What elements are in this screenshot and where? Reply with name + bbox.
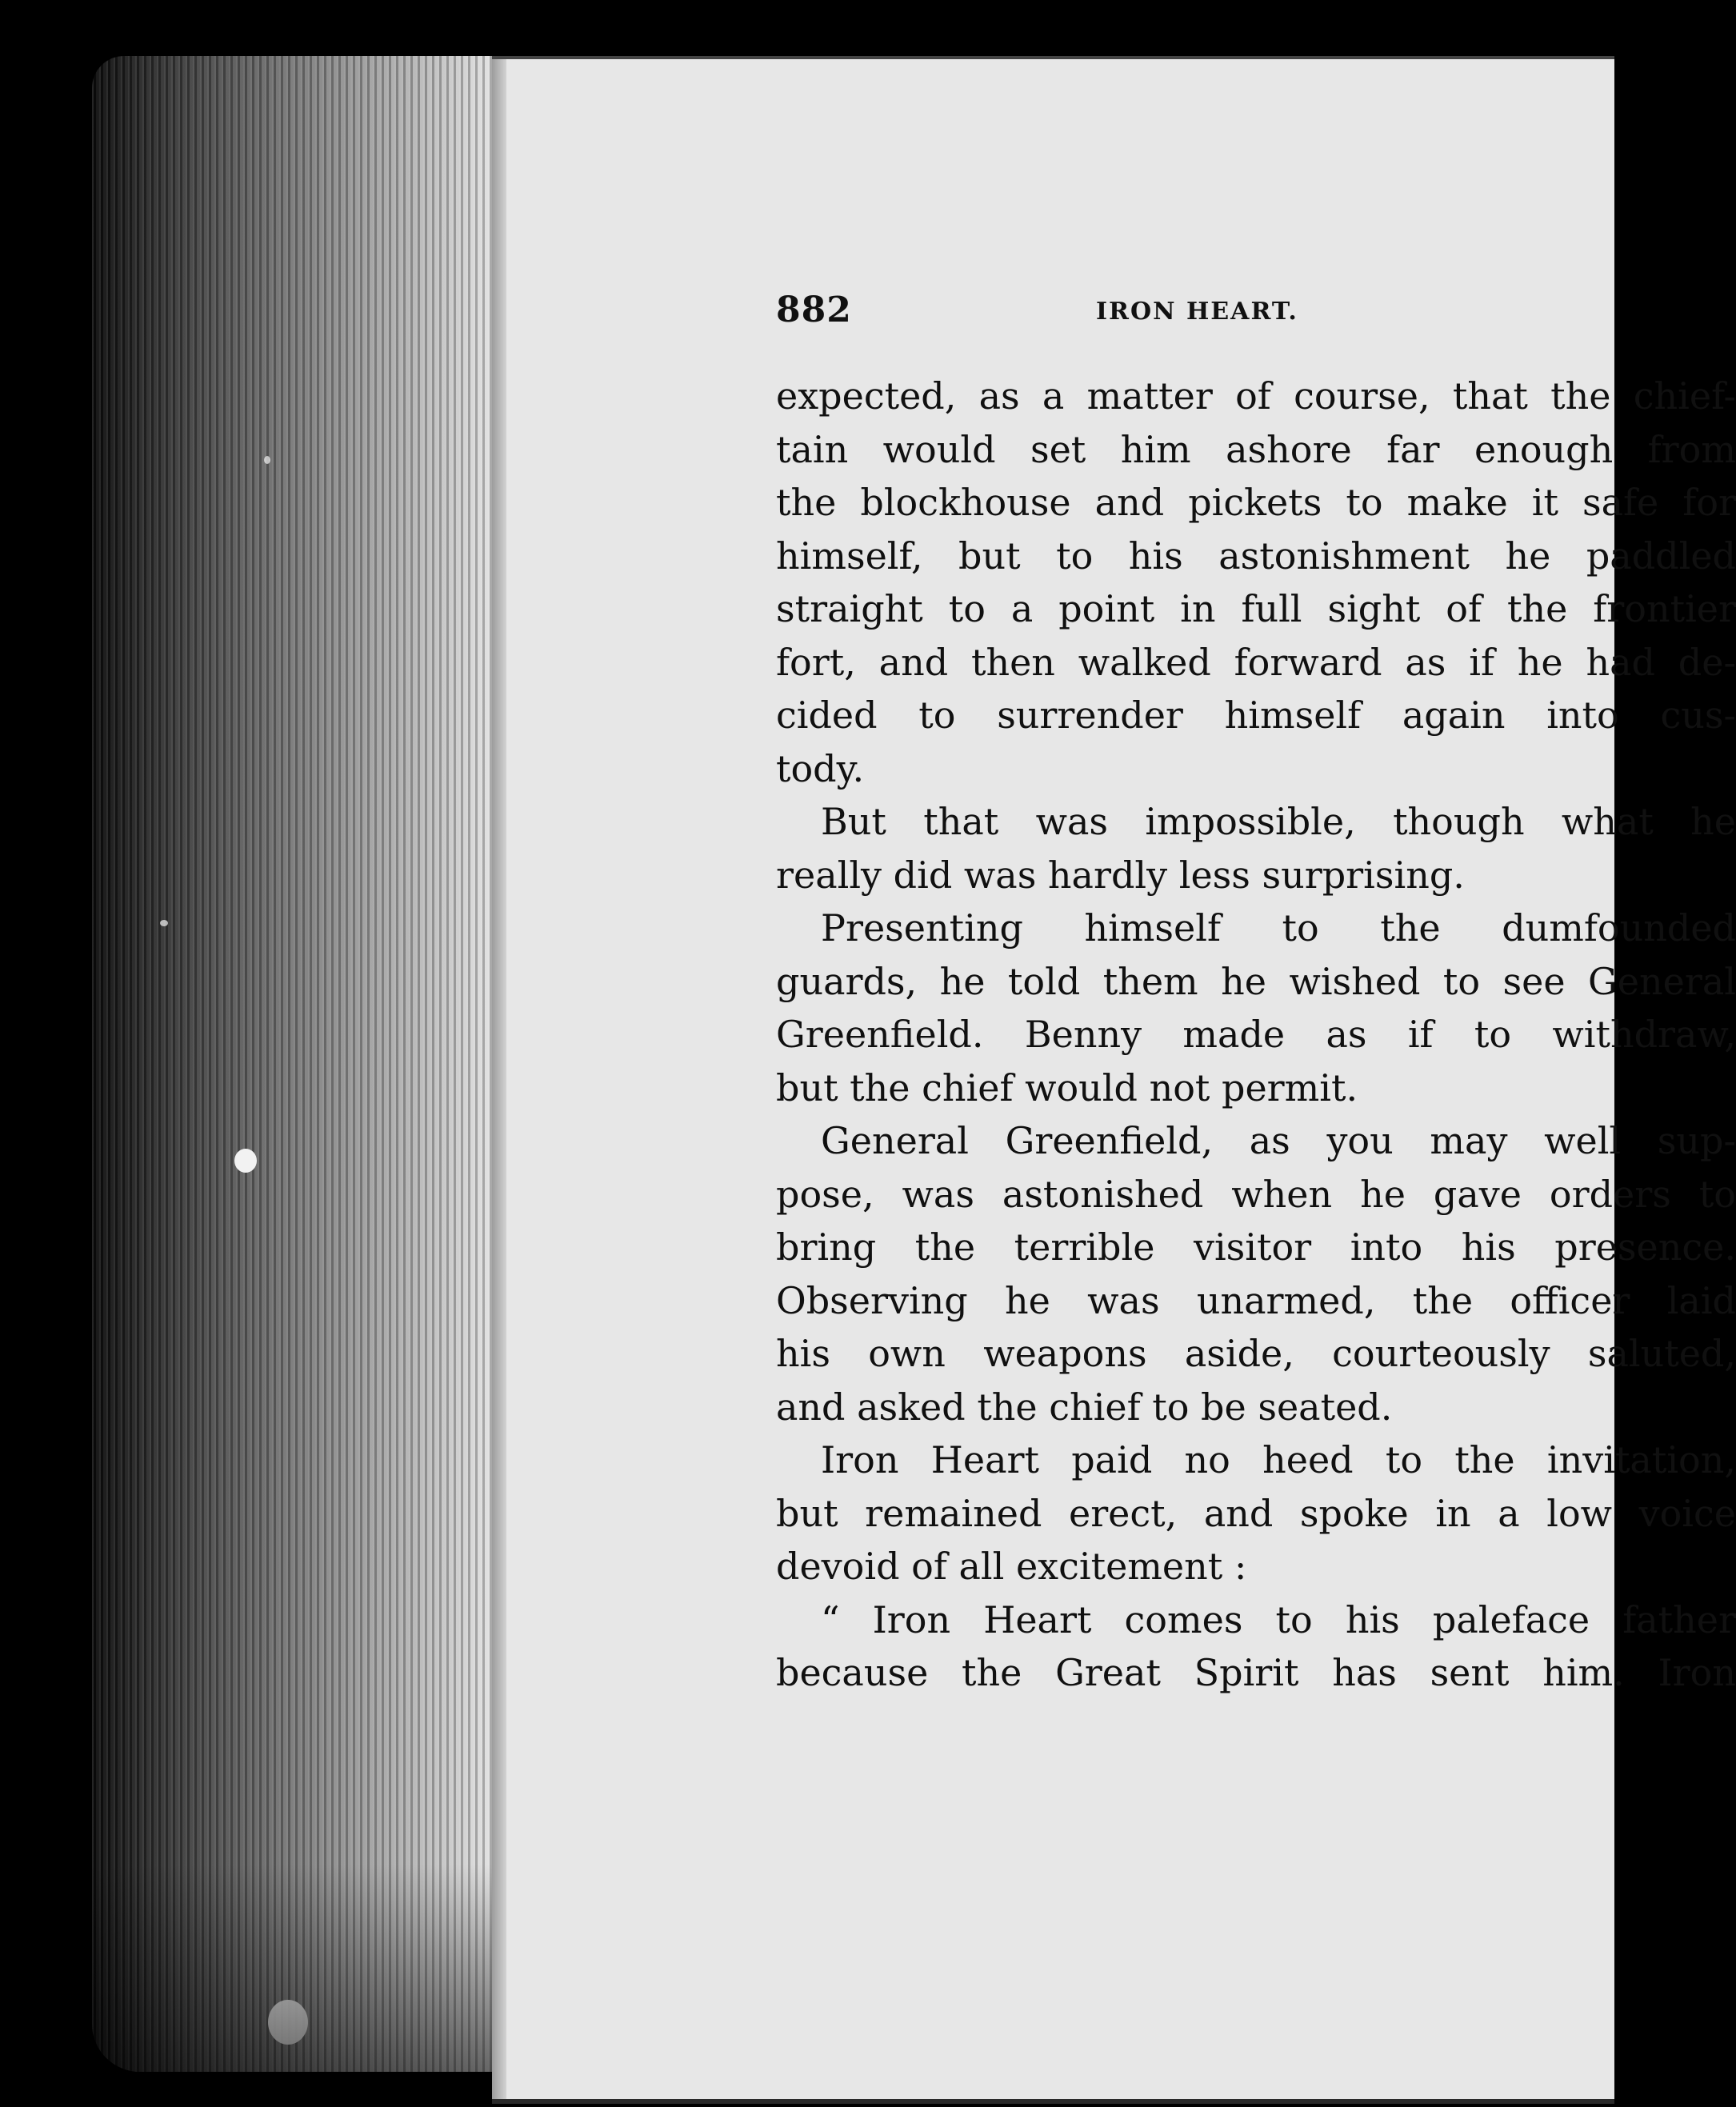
book-page (492, 56, 1736, 2104)
text-line: and asked the chief to be seated. (776, 1385, 1393, 1429)
body-text (776, 370, 1736, 1700)
page-top-edge (492, 56, 1614, 59)
text-line: the blockhouse and pickets to make it safe for (776, 481, 1736, 524)
running-head (776, 290, 1656, 354)
text-line: Presenting himself to the dumfounded (821, 906, 1736, 950)
text-line: Observing he was unarmed, the officer laid (776, 1278, 1736, 1322)
text-line: Iron Heart paid no heed to the invitation, (821, 1438, 1736, 1481)
text-line: fort, and then walked forward as if he had de- (776, 640, 1736, 684)
text-line: bring the terrible visitor into his presence. (776, 1225, 1736, 1269)
text-line: straight to a point in full sight of the frontier (776, 587, 1736, 630)
page-edge-speck (264, 456, 270, 464)
text-line: because the Great Spirit has sent him. Iron (776, 1651, 1736, 1694)
page-edge-speck (234, 1149, 257, 1173)
gutter-shadow (492, 56, 506, 2104)
text-line: cided to surrender himself again into cus- (776, 694, 1736, 737)
page-number: 882 (776, 290, 852, 330)
page-bottom-edge (492, 2099, 1614, 2104)
text-line: devoid of all excitement : (776, 1545, 1247, 1588)
page-edge-speck (268, 2000, 308, 2045)
text-line: tain would set him ashore far enough from (776, 427, 1736, 471)
text-line: tody. (776, 746, 865, 790)
text-line: guards, he told them he wished to see General (776, 959, 1736, 1003)
text-line: pose, was astonished when he gave orders to (776, 1172, 1736, 1216)
text-line: Greenfield. Benny made as if to withdraw, (776, 1013, 1736, 1056)
text-line: but remained erect, and spoke in a low voice (776, 1491, 1736, 1535)
text-line: but the chief would not permit. (776, 1065, 1358, 1109)
text-line: “ Iron Heart comes to his paleface father (821, 1597, 1736, 1641)
text-line: expected, as a matter of course, that the chief- (776, 374, 1736, 418)
text-line: General Greenfield, as you may well sup- (821, 1119, 1736, 1162)
text-line: himself, but to his astonishment he paddled (776, 534, 1736, 578)
running-title: IRON HEART. (1096, 298, 1298, 326)
text-line: But that was impossible, though what he (821, 800, 1736, 843)
text-line: really did was hardly less surprising. (776, 853, 1465, 897)
page-edge-speck (160, 920, 168, 926)
text-line: his own weapons aside, courteously saluted, (776, 1332, 1736, 1375)
book-page-edges (92, 56, 492, 2072)
